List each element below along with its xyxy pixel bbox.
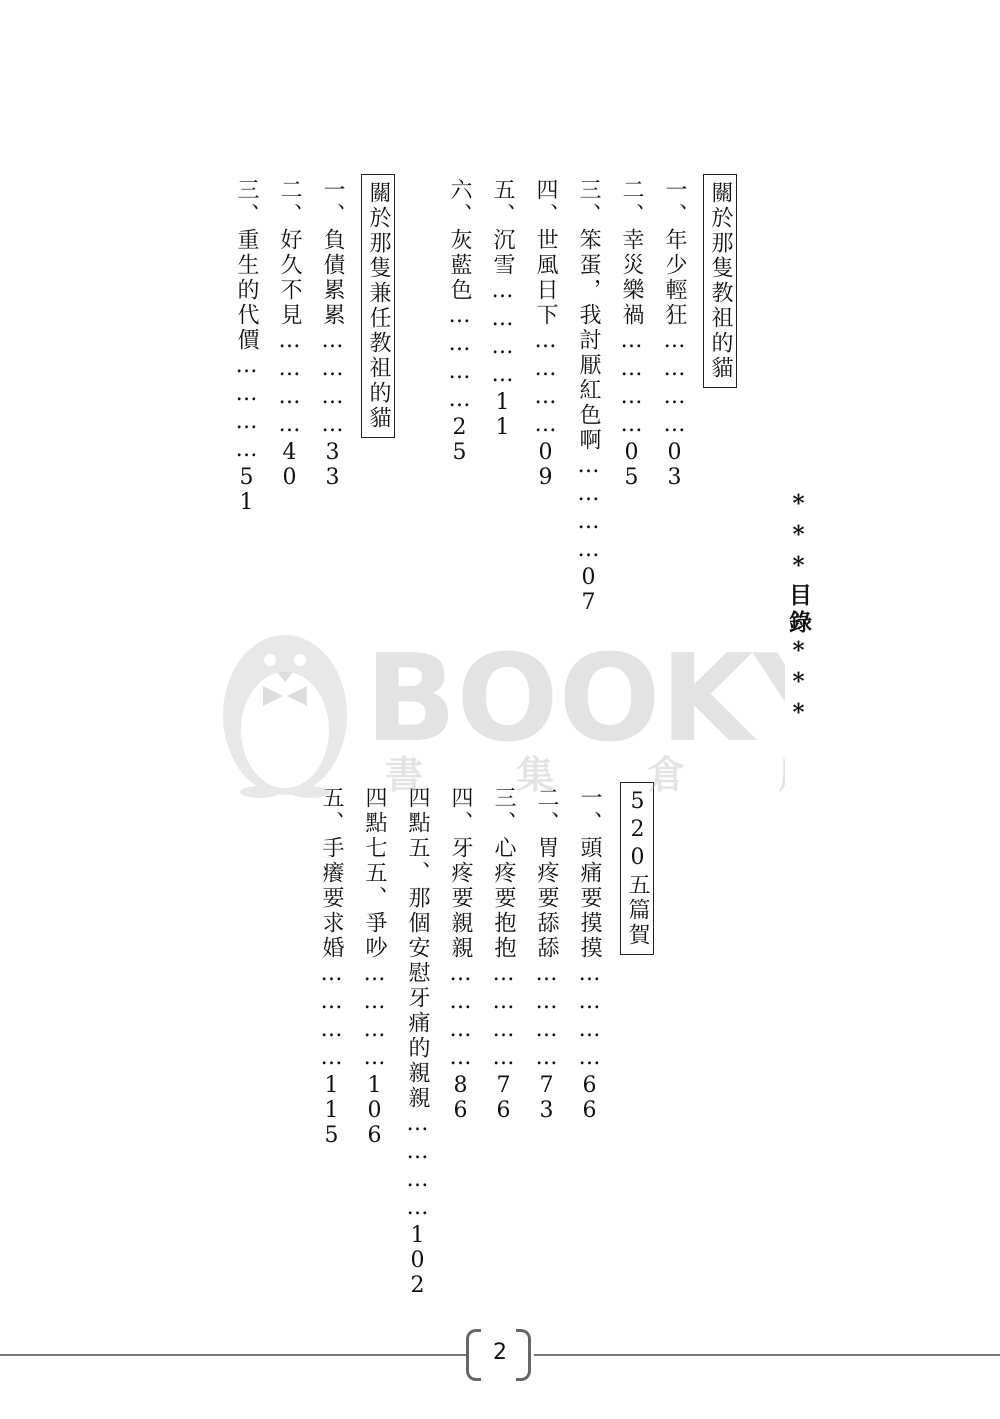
entry-page: 115 xyxy=(319,1073,344,1148)
toc-entry[interactable] xyxy=(663,178,685,490)
entry-title: 一、負債累累 xyxy=(320,178,345,328)
entry-page: 25 xyxy=(447,415,472,465)
entry-page: 33 xyxy=(320,440,345,490)
entry-title: 二、幸災樂禍 xyxy=(619,178,644,328)
toc-entry[interactable] xyxy=(235,178,257,515)
entry-title: 五、手癢要求婚 xyxy=(319,786,344,961)
toc-entry[interactable] xyxy=(321,178,343,490)
entry-page: 11 xyxy=(490,390,515,440)
page-number: 2 xyxy=(493,1340,507,1365)
entry-dots: ………… xyxy=(319,961,344,1073)
entry-page: 40 xyxy=(277,440,302,490)
entry-dots: ………… xyxy=(534,961,559,1073)
toc-entry[interactable] xyxy=(620,178,642,490)
toc-entry[interactable] xyxy=(577,178,599,615)
toc-entry[interactable] xyxy=(448,178,470,465)
entry-dots: ………… xyxy=(491,961,516,1073)
toc-entry[interactable] xyxy=(278,178,300,490)
entry-dots: ………… xyxy=(448,961,473,1073)
entry-dots: ………… xyxy=(447,303,472,415)
section-heading-520: 520五篇賀 xyxy=(620,782,654,955)
entry-page: 102 xyxy=(405,1223,430,1298)
entry-page: 76 xyxy=(491,1073,516,1123)
toc-entry[interactable] xyxy=(492,786,514,1123)
watermark-subtitle: 書 集 倉 xyxy=(385,753,726,797)
entry-title: 四點五、那個安慰牙痛的親親 xyxy=(405,786,430,1111)
entry-page: 66 xyxy=(577,1073,602,1123)
entry-title: 三、心疼要抱抱 xyxy=(491,786,516,961)
entry-title: 五、沉雪 xyxy=(490,178,515,278)
entry-page: 07 xyxy=(576,565,601,615)
entry-title: 四、世風日下 xyxy=(533,178,558,328)
entry-dots: ………… xyxy=(277,328,302,440)
section-heading-cat-concurrent-founder: 關於那隻兼任教祖的貓 xyxy=(361,174,395,438)
entry-page: 03 xyxy=(662,440,687,490)
entry-title: 三、重生的代價 xyxy=(234,178,259,353)
entry-page: 73 xyxy=(534,1073,559,1123)
entry-dots: ………… xyxy=(577,961,602,1073)
penguin-icon xyxy=(215,620,785,800)
toc-entry[interactable] xyxy=(491,178,513,440)
entry-title: 二、好久不見 xyxy=(277,178,302,328)
entry-dots: ………… xyxy=(362,961,387,1073)
entry-title: 六、灰藍色 xyxy=(447,178,472,303)
entry-dots: ………… xyxy=(576,453,601,565)
entry-title: 一、年少輕狂 xyxy=(662,178,687,328)
entry-dots: ………… xyxy=(490,278,515,390)
entry-title: 二、胃疼要舔舔 xyxy=(534,786,559,961)
entry-page: 86 xyxy=(448,1073,473,1123)
toc-entry[interactable] xyxy=(449,786,471,1123)
entry-dots: ………… xyxy=(234,353,259,465)
entry-page: 106 xyxy=(362,1073,387,1148)
entry-dots: ………… xyxy=(662,328,687,440)
entry-title: 三、笨蛋，我討厭紅色啊 xyxy=(576,178,601,453)
entry-page: 09 xyxy=(533,440,558,490)
entry-dots: ………… xyxy=(320,328,345,440)
toc-title: ***目錄*** xyxy=(785,490,812,730)
toc-entry[interactable] xyxy=(320,786,342,1148)
entry-title: 四點七五、爭吵 xyxy=(362,786,387,961)
toc-entry[interactable] xyxy=(363,786,385,1148)
toc-entry[interactable] xyxy=(406,786,428,1298)
footer-rule-right xyxy=(534,1354,1000,1356)
entry-page: 05 xyxy=(619,440,644,490)
toc-entry[interactable] xyxy=(535,786,557,1123)
toc-entry[interactable] xyxy=(534,178,556,490)
entry-dots: ………… xyxy=(619,328,644,440)
entry-title: 一、頭痛要摸摸 xyxy=(577,786,602,961)
entry-dots: ………… xyxy=(405,1111,430,1223)
section-heading-cat-founder: 關於那隻教祖的貓 xyxy=(703,174,737,388)
entry-dots: ………… xyxy=(533,328,558,440)
watermark-logo: BOOK xyxy=(365,630,754,769)
toc-entry[interactable] xyxy=(578,786,600,1123)
entry-title: 四、牙疼要親親 xyxy=(448,786,473,961)
booky-watermark xyxy=(215,620,785,800)
entry-page: 51 xyxy=(234,465,259,515)
footer-rule-left xyxy=(0,1354,466,1356)
